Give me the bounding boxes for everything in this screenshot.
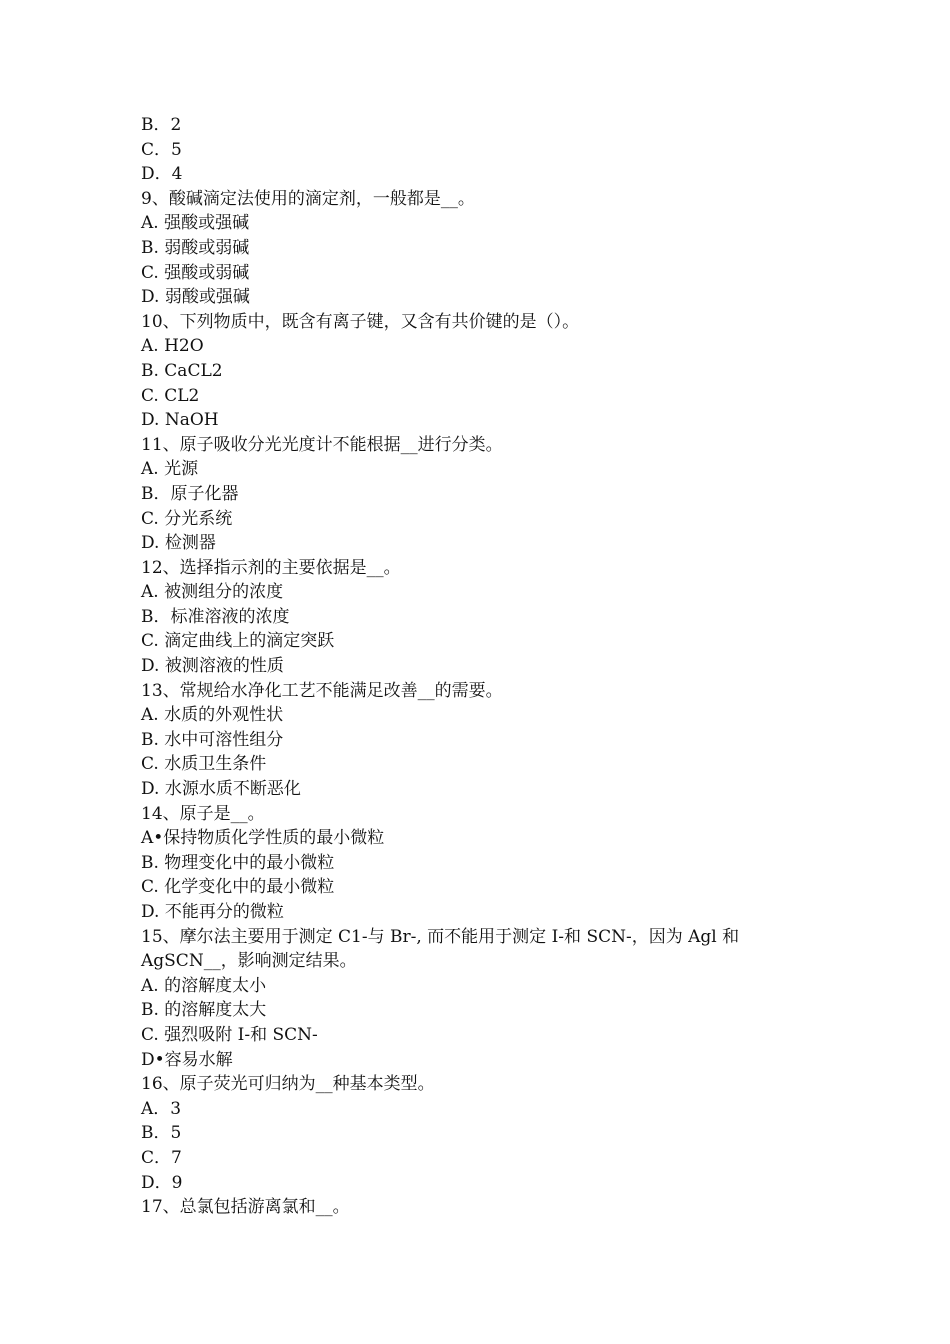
- q9-option-a: A. 强酸或强碱: [141, 213, 250, 234]
- q15-option-b: B. 的溶解度太大: [141, 1000, 267, 1021]
- q9-option-b: B. 弱酸或弱碱: [141, 237, 250, 258]
- q9-option-d: D. 弱酸或强碱: [141, 287, 250, 308]
- question-14: 14、原子是__。: [141, 803, 265, 824]
- q16-option-a: A．3: [141, 1098, 182, 1119]
- q14-option-a: A•保持物质化学性质的最小微粒: [141, 828, 385, 849]
- q15-option-a: A. 的溶解度太小: [141, 975, 267, 996]
- q11-option-b: B．原子化器: [141, 483, 239, 504]
- q10-option-b: B. CaCL2: [141, 360, 223, 381]
- q14-option-c: C. 化学变化中的最小微粒: [141, 877, 335, 898]
- q11-option-a: A. 光源: [141, 459, 199, 480]
- q14-option-b: B. 物理变化中的最小微粒: [141, 852, 335, 873]
- question-15-continued: AgSCN__，影响测定结果。: [141, 951, 357, 972]
- q16-option-d: D．9: [141, 1172, 183, 1193]
- q9-option-c: C. 强酸或弱碱: [141, 262, 250, 283]
- question-12: 12、选择指示剂的主要依据是__。: [141, 557, 401, 578]
- option-d-line: D．4: [141, 164, 183, 185]
- question-10: 10、下列物质中，既含有离子键，又含有共价键的是（）。: [141, 311, 580, 332]
- question-17: 17、总氯包括游离氯和__。: [141, 1197, 350, 1218]
- q11-option-c: C. 分光系统: [141, 508, 233, 529]
- question-11: 11、原子吸收分光光度计不能根据__进行分类。: [141, 434, 503, 455]
- q10-option-c: C. CL2: [141, 385, 200, 406]
- q12-option-b: B．标准溶液的浓度: [141, 606, 290, 627]
- q12-option-d: D. 被测溶液的性质: [141, 656, 284, 677]
- question-16: 16、原子荧光可归纳为__种基本类型。: [141, 1074, 435, 1095]
- q12-option-a: A. 被测组分的浓度: [141, 582, 284, 603]
- question-9: 9、酸碱滴定法使用的滴定剂，一般都是__。: [141, 188, 475, 209]
- q10-option-d: D. NaOH: [141, 410, 219, 431]
- q13-option-b: B. 水中可溶性组分: [141, 729, 284, 750]
- q16-option-c: C．7: [141, 1147, 182, 1168]
- q13-option-c: C. 水质卫生条件: [141, 754, 267, 775]
- q15-option-c: C. 强烈吸附 I-和 SCN-: [141, 1024, 318, 1045]
- q16-option-b: B．5: [141, 1123, 182, 1144]
- question-13: 13、常规给水净化工艺不能满足改善__的需要。: [141, 680, 503, 701]
- q13-option-d: D. 水源水质不断恶化: [141, 779, 301, 800]
- q13-option-a: A. 水质的外观性状: [141, 705, 284, 726]
- option-c-line: C．5: [141, 139, 182, 160]
- q14-option-d: D. 不能再分的微粒: [141, 902, 284, 922]
- q12-option-c: C. 滴定曲线上的滴定突跃: [141, 631, 335, 652]
- q15-option-d: D•容易水解: [141, 1049, 233, 1070]
- q11-option-d: D. 检测器: [141, 533, 216, 554]
- q10-option-a: A. H2O: [141, 336, 204, 357]
- question-15: 15、摩尔法主要用于测定 C1-与 Br-, 而不能用于测定 I-和 SCN-，因为 Agl 和: [141, 926, 740, 947]
- option-b-line: B．2: [141, 115, 182, 135]
- document-page: [141, 113, 801, 1220]
